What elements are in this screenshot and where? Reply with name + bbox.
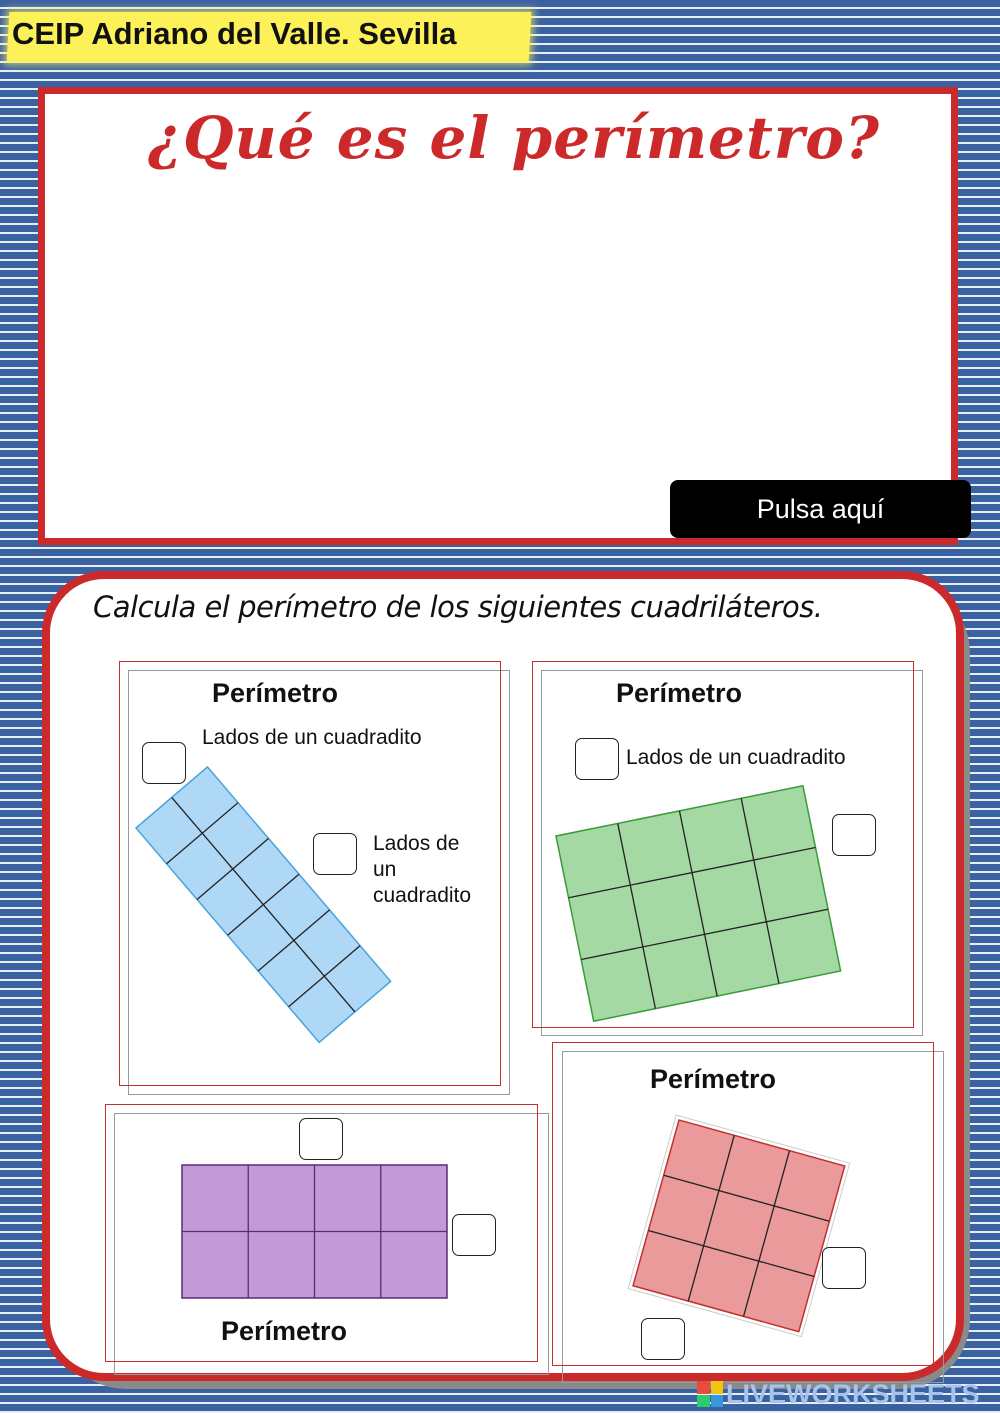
- red-answer-input-2[interactable]: [641, 1318, 685, 1360]
- green-side-label: Lados de un cuadradito: [626, 746, 846, 769]
- purple-perimeter-label: Perímetro: [221, 1316, 348, 1346]
- blue-answer-input-1[interactable]: [142, 742, 186, 784]
- red-answer-input-1[interactable]: [822, 1247, 866, 1289]
- exercise-instruction: Calcula el perímetro de los siguientes cuadriláteros.: [93, 590, 823, 624]
- page-title: ¿Qué es el perímetro?: [148, 104, 880, 172]
- blue-answer-input-2[interactable]: [313, 833, 357, 875]
- purple-answer-input-2[interactable]: [452, 1214, 496, 1256]
- red-perimeter-label: Perímetro: [650, 1064, 777, 1094]
- school-name: CEIP Adriano del Valle. Sevilla: [12, 16, 457, 51]
- red-square: [628, 1115, 850, 1337]
- blue-side-label-1: Lados de un cuadradito: [202, 726, 422, 749]
- pulsa-aqui-button[interactable]: Pulsa aquí: [670, 480, 971, 538]
- green-perimeter-label: Perímetro: [616, 678, 743, 708]
- green-answer-input-1[interactable]: [575, 738, 619, 780]
- green-answer-input-2[interactable]: [832, 814, 876, 856]
- blue-side-label-2a: Lados de: [373, 832, 460, 855]
- purple-rectangle: [182, 1165, 447, 1298]
- purple-answer-input-1[interactable]: [299, 1118, 343, 1160]
- blue-rectangle: [136, 767, 391, 1042]
- blue-side-label-2c: cuadradito: [373, 884, 472, 907]
- green-rectangle: [556, 786, 841, 1021]
- blue-perimeter-label: Perímetro: [212, 678, 339, 708]
- blue-side-label-2b: un: [373, 858, 397, 881]
- watermark-text: LIVEWORKSHEETS: [726, 1379, 980, 1409]
- liveworksheets-logo-icon: [697, 1381, 723, 1407]
